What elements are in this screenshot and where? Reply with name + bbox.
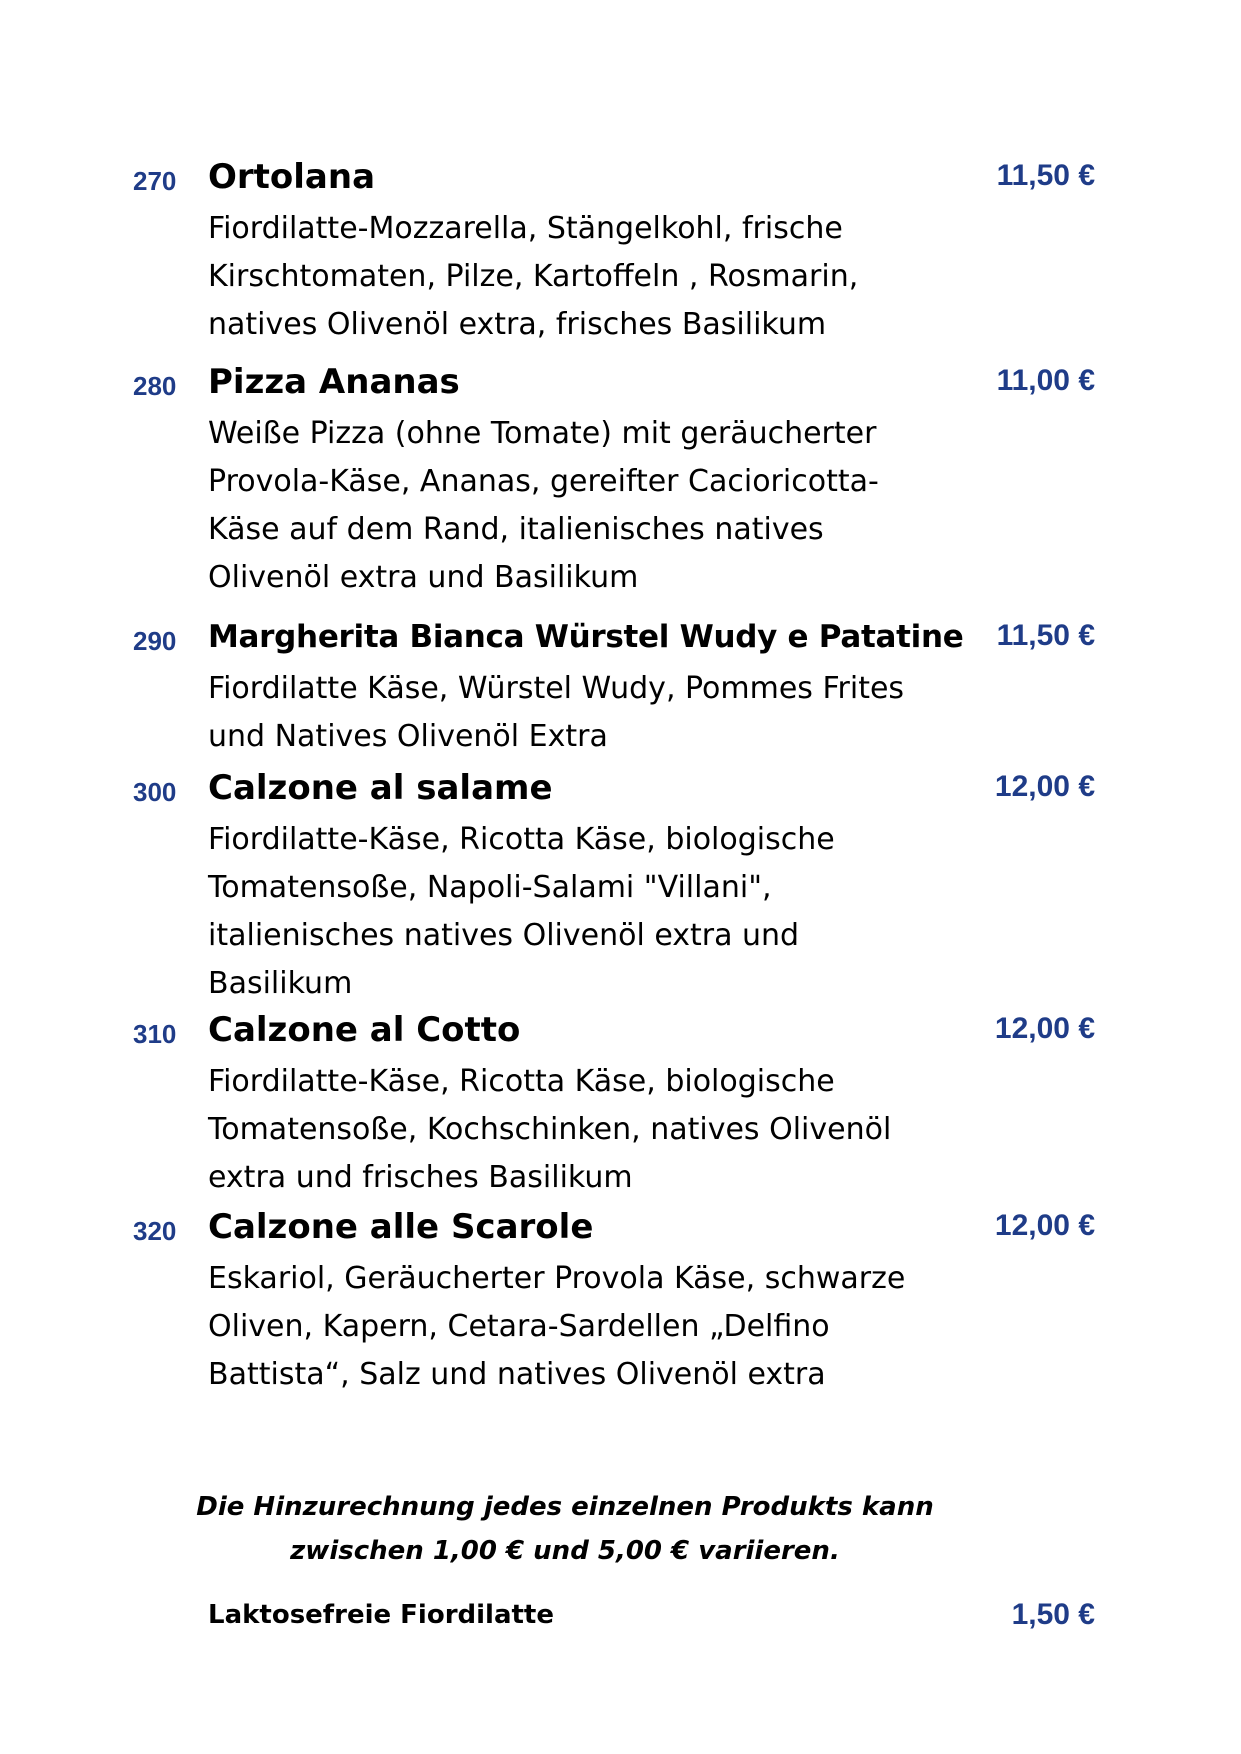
description-line: Kirschtomaten, Pilze, Kartoffeln , Rosmarin,: [208, 259, 859, 294]
extra-item-label: Laktosefreie Fiordilatte: [208, 1600, 554, 1630]
item-price: 11,00 €: [996, 364, 1095, 397]
item-price: 11,50 €: [996, 159, 1095, 192]
item-name: Calzone al salame: [208, 768, 553, 808]
description-line: Battista“, Salz und natives Olivenöl extra: [208, 1357, 826, 1392]
item-price: 12,00 €: [994, 770, 1095, 803]
item-price: 11,50 €: [996, 619, 1095, 652]
extra-item-price: 1,50 €: [1011, 1598, 1095, 1631]
item-description: [208, 410, 968, 602]
description-line: Fiordilatte Käse, Würstel Wudy, Pommes Frites: [208, 671, 905, 706]
description-line: und Natives Olivenöl Extra: [208, 719, 608, 754]
item-name: Ortolana: [208, 157, 376, 197]
item-name: Calzone al Cotto: [208, 1010, 521, 1050]
description-line: Eskariol, Geräucherter Provola Käse, schwarze: [208, 1261, 906, 1296]
note-line: zwischen 1,00 € und 5,00 € variieren.: [290, 1536, 840, 1566]
item-description: [208, 205, 968, 349]
description-line: Tomatensoße, Kochschinken, natives Olivenöl: [208, 1112, 892, 1147]
item-name: Calzone alle Scarole: [208, 1207, 594, 1247]
item-description: [208, 1255, 968, 1399]
description-line: extra und frisches Basilikum: [208, 1160, 633, 1195]
description-line: Tomatensoße, Napoli-Salami "Villani",: [208, 870, 772, 905]
item-number: 280: [133, 371, 177, 401]
description-line: italienisches natives Olivenöl extra und: [208, 918, 800, 953]
item-price: 12,00 €: [994, 1209, 1095, 1242]
item-description: [208, 665, 968, 761]
description-line: Fiordilatte-Käse, Ricotta Käse, biologische: [208, 1064, 835, 1099]
item-price: 12,00 €: [994, 1012, 1095, 1045]
item-number: 310: [133, 1019, 177, 1049]
note-line: Die Hinzurechnung jedes einzelnen Produkts kann: [196, 1492, 934, 1522]
description-line: Olivenöl extra und Basilikum: [208, 560, 639, 595]
item-number: 290: [133, 626, 177, 656]
item-number: 300: [133, 777, 177, 807]
description-line: Fiordilatte-Mozzarella, Stängelkohl, frische: [208, 211, 843, 246]
item-number: 320: [133, 1216, 177, 1246]
description-line: Basilikum: [208, 966, 353, 1001]
description-line: natives Olivenöl extra, frisches Basilikum: [208, 307, 827, 342]
surcharge-note: [0, 1485, 1130, 1573]
description-line: Käse auf dem Rand, italienisches natives: [208, 512, 824, 547]
item-name: Margherita Bianca Würstel Wudy e Patatine: [208, 619, 964, 655]
item-name: Pizza Ananas: [208, 362, 460, 402]
description-line: Oliven, Kapern, Cetara-Sardellen „Delfino: [208, 1309, 830, 1344]
description-line: Provola-Käse, Ananas, gereifter Cacioricotta-: [208, 464, 879, 499]
item-description: [208, 1058, 968, 1202]
item-description: [208, 816, 968, 1008]
description-line: Weiße Pizza (ohne Tomate) mit geräucherter: [208, 416, 877, 451]
item-number: 270: [133, 166, 177, 196]
description-line: Fiordilatte-Käse, Ricotta Käse, biologische: [208, 822, 835, 857]
